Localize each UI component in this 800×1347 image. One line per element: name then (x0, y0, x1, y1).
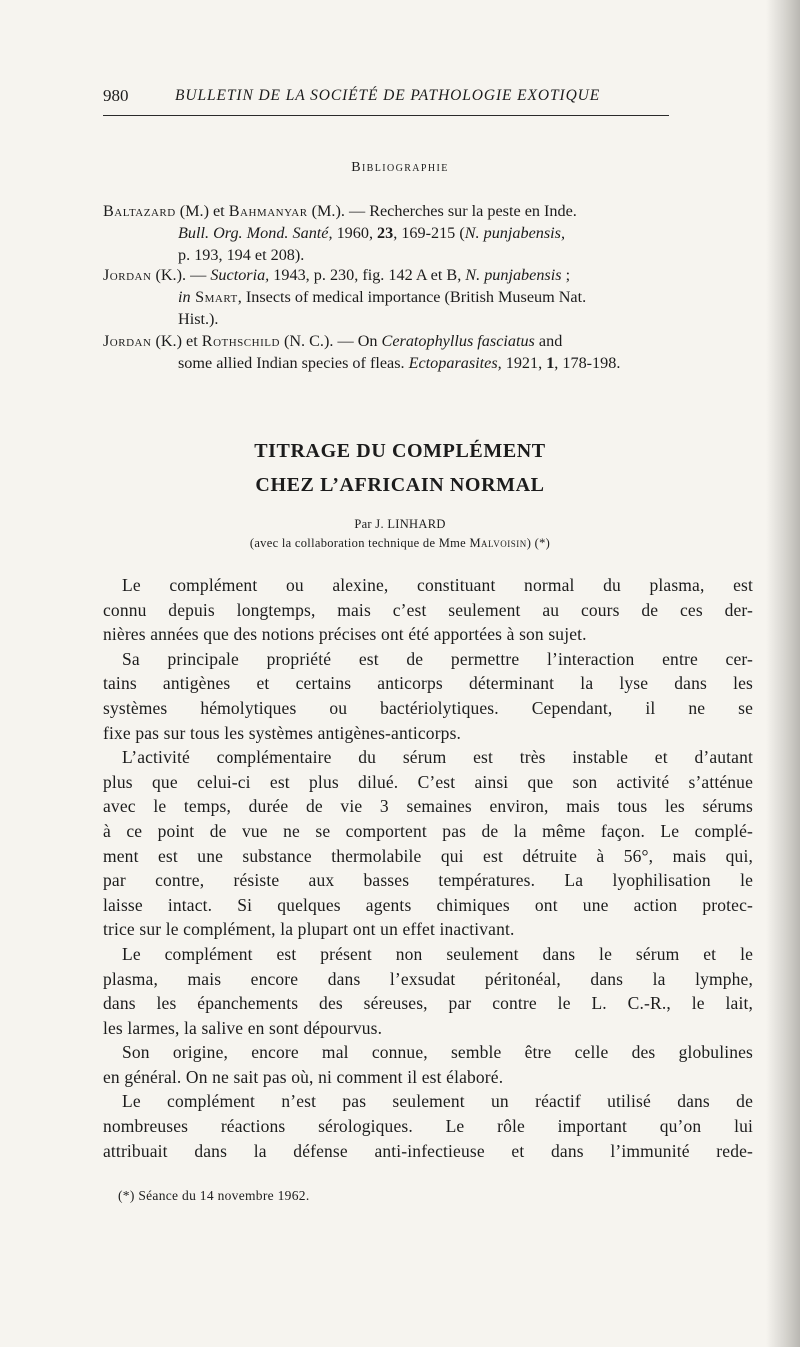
reference-author: Jordan (103, 266, 152, 284)
body-line: connu depuis longtemps, mais c’est seulement au cours de ces der- (103, 599, 753, 620)
reference-text: (K.). — (151, 266, 211, 284)
reference-text: p. 193, 194 et 208). (178, 246, 305, 265)
reference-author: Rothschild (201, 332, 280, 350)
article-title-line-1: TITRAGE DU COMPLÉMENT (254, 440, 546, 462)
collaboration-text: (avec la collaboration technique de Mme (249, 536, 470, 550)
page-number: 980 (103, 86, 129, 105)
body-line: les larmes, la salive en sont dépourvus. (103, 1017, 383, 1038)
reference-text: Hist.). (178, 310, 219, 329)
body-line: fixe pas sur tous les systèmes antigènes-anticorps. (103, 722, 462, 743)
reference-line (103, 308, 743, 330)
reference-species: Ceratophyllus fasciatus (381, 332, 535, 350)
reference-text: , 169-215 ( (393, 224, 465, 243)
reference-line (103, 286, 743, 308)
journal-title: BULLETIN DE LA SOCIÉTÉ DE PATHOLOGIE EXOTIQUE (175, 87, 601, 104)
reference-text: in (178, 288, 191, 307)
body-line: à ce point de vue ne se comportent pas de la même façon. Le complé- (103, 820, 753, 841)
reference-line (103, 330, 743, 352)
reference-text: 1921, (501, 354, 547, 373)
body-line: Sa principale propriété est de permettre l’interaction entre cer- (122, 648, 753, 669)
reference-journal: Ectoparasites, (408, 354, 502, 373)
reference-line (103, 352, 743, 374)
reference-text: (K.) et (151, 332, 202, 350)
body-line: tains antigènes et certains anticorps déterminant la lyse dans les (103, 673, 753, 694)
body-line: plus que celui-ci est plus dilué. C’est ainsi que son activité s’atténue (103, 771, 753, 792)
reference-author: Bahmanyar (228, 202, 308, 220)
body-line: Le complément n’est pas seulement un réactif utilisé dans de (122, 1091, 753, 1112)
collaboration-text: ) (*) (526, 536, 551, 550)
body-line: Le complément est présent non seulement dans le sérum et le (122, 943, 753, 964)
reference-line (103, 200, 743, 222)
collaborator-name: Malvoisin (469, 536, 527, 550)
reference-jordan-suctoria (103, 264, 743, 331)
running-header (103, 86, 669, 110)
reference-species: N. punjabensis, (464, 224, 565, 243)
body-line: Le complément ou alexine, constituant normal du plasma, est (122, 575, 753, 595)
body-line: Son origine, encore mal connue, semble être celle des globulines (122, 1042, 753, 1063)
reference-text: (M.). — Recherches sur la peste en Inde. (307, 202, 577, 220)
footnote: (*) Séance du 14 novembre 1962. (118, 1188, 310, 1203)
reference-author: Smart (190, 288, 238, 307)
article-body (103, 573, 753, 1163)
body-line: en général. On ne sait pas où, ni comment il est élaboré. (103, 1066, 504, 1087)
body-line: trice sur le complément, la plupart ont un effet inactivant. (103, 919, 515, 940)
article-title-line-2: CHEZ L’AFRICAIN NORMAL (255, 474, 545, 496)
body-line: L’activité complémentaire du sérum est très instable et d’autant (122, 747, 753, 768)
reference-text: 1960, (332, 224, 378, 243)
reference-text: (M.) et (175, 202, 229, 220)
reference-author: Baltazard (103, 202, 176, 220)
body-line: par contre, résiste aux basses températures. La lyophilisation le (103, 870, 753, 891)
reference-volume: 1 (546, 354, 555, 373)
reference-text: , 178-198. (554, 354, 621, 373)
reference-line (103, 222, 743, 244)
body-line: laisse intact. Si quelques agents chimiques ont une action protec- (103, 894, 753, 915)
reference-line (103, 264, 743, 286)
reference-work: Suctoria, (210, 266, 270, 284)
body-line: dans les épanchements des séreuses, par contre le L. C.-R., le lait, (103, 993, 753, 1014)
body-line: systèmes hémolytiques ou bactériolytiques. Cependant, il ne se (103, 697, 753, 718)
reference-jordan-rothschild (103, 330, 743, 374)
body-line: ment est une substance thermolabile qui est détruite à 56°, mais qui, (103, 845, 753, 866)
reference-text: ; (561, 266, 571, 284)
reference-text: (N. C.). — On (279, 332, 382, 350)
reference-text: , Insects of medical importance (British Museum Nat. (237, 288, 587, 307)
reference-species: N. punjabensis (465, 266, 562, 284)
body-line: avec le temps, durée de vie 3 semaines environ, mais tous les sérums (103, 796, 753, 817)
body-line: attribuait dans la défense anti-infectieuse et dans l’immunité rede- (103, 1140, 753, 1161)
reference-baltazard (103, 200, 743, 267)
reference-text: 1943, p. 230, fig. 142 A et B, (269, 266, 466, 284)
header-rule (103, 115, 669, 116)
reference-journal: Bull. Org. Mond. Santé, (178, 224, 333, 243)
page-edge-shadow (766, 0, 800, 1347)
reference-text: and (534, 332, 563, 350)
reference-text: some allied Indian species of fleas. (178, 354, 409, 373)
body-line: plasma, mais encore dans l’exsudat péritonéal, dans la lymphe, (103, 968, 753, 989)
body-line: nombreuses réactions sérologiques. Le rôle important qu’on lui (103, 1116, 753, 1137)
bibliography-heading: Bibliographie (351, 160, 449, 175)
body-line: nières années que des notions précises ont été apportées à son sujet. (103, 624, 587, 645)
reference-volume: 23 (377, 224, 394, 243)
byline: Par J. LINHARD (354, 517, 446, 531)
collaboration-note (0, 536, 800, 551)
reference-author: Jordan (103, 332, 152, 350)
